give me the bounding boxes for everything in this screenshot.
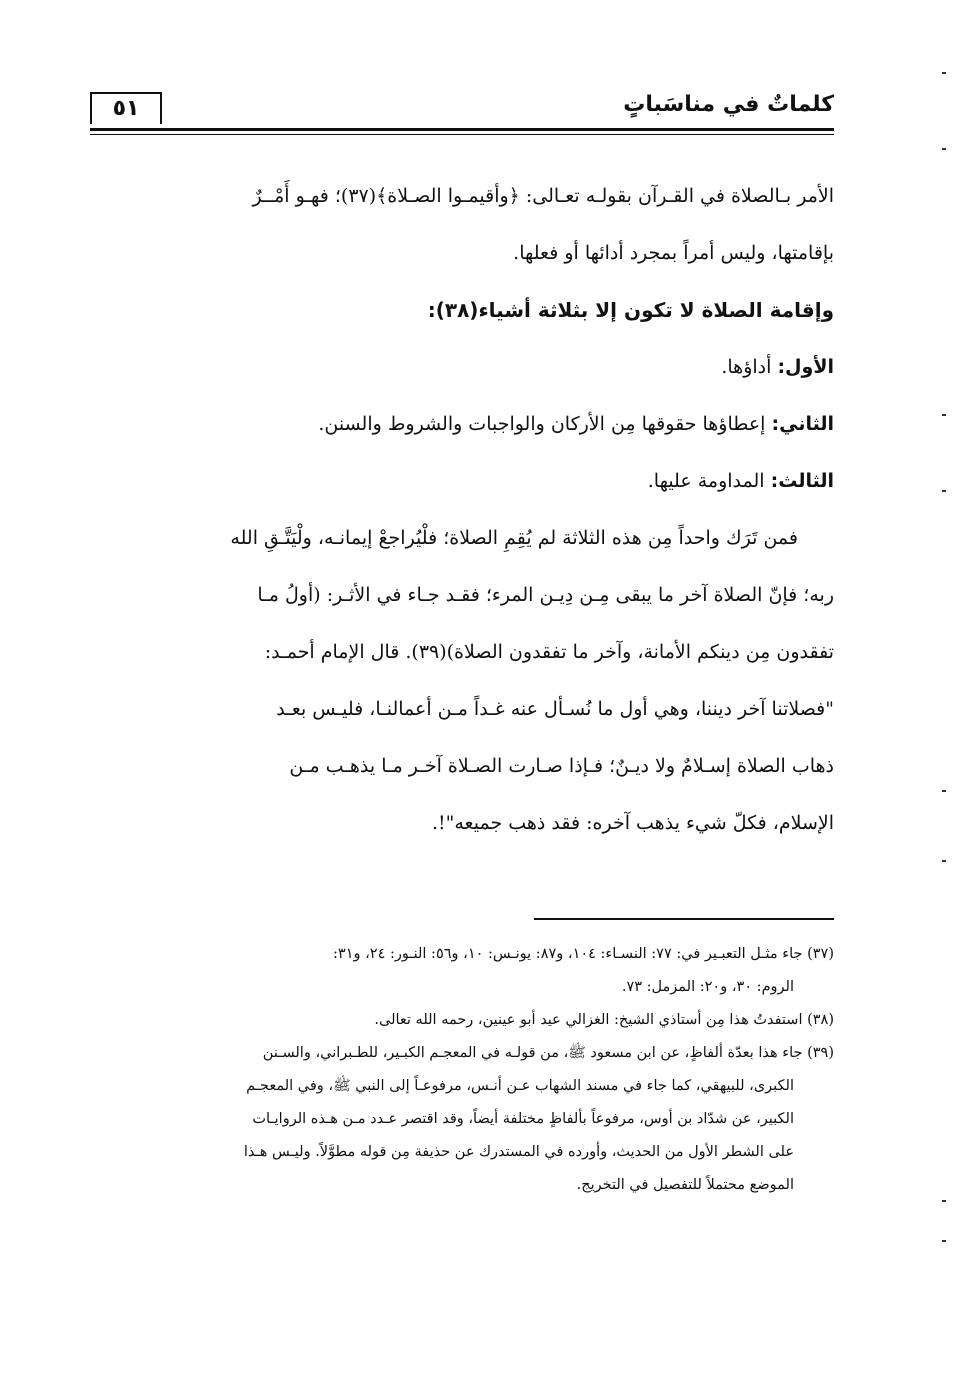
- scan-margin-mark: [942, 1200, 946, 1202]
- running-title: كلماتٌ في مناسَباتٍ: [623, 92, 834, 117]
- body-line: بإقامتها، وليس أمراً بمجرد أدائها أو فعلها.: [513, 242, 834, 264]
- footnote-line: (٣٧) جاء مثـل التعبـير في: ٧٧: النسـاء: ١٠٤، و٨٧: يونـس: ١٠، و٥٦: النـور: ٢٤، و٣١:: [333, 946, 834, 962]
- scan-margin-mark: [942, 148, 946, 150]
- body-line: ذهاب الصلاة إسـلامٌ ولا ديـنٌ؛ فـإذا صـارت الصـلاة آخـر مـا يذهـب مـن: [289, 755, 834, 777]
- scan-margin-mark: [942, 790, 946, 792]
- footnote-line: على الشطر الأول من الحديث، وأورده في المستدرك عن حذيفة مِن قوله مطوَّلاً. وليـس هـذا: [243, 1144, 794, 1160]
- footnote-line: (٣٩) جاء هذا بعدّة ألفاظٍ، عن ابن مسعود ﷺ، من قولـه في المعجـم الكبـير، للطـبراني، والسـنن: [262, 1045, 834, 1061]
- header-rule-thin: [90, 134, 834, 135]
- footnote-line: الموضع محتملاً للتفصيل في التخريج.: [576, 1177, 794, 1193]
- list-item-label: الثالث:: [770, 470, 834, 492]
- footnote-line: الكبرى، للبيهقي، كما جاء في مسند الشهاب عـن أنـس، مرفوعـاً إلى النبي ﷺ، وفي المعجـم: [246, 1078, 794, 1094]
- body-line: الأمر بـالصلاة في القـرآن بقولـه تعـالى: ﴿وأقيمـوا الصـلاة﴾(٣٧)؛ فهـو أَمْــرٌ: [252, 185, 834, 207]
- section-heading: وإقامة الصلاة لا تكون إلا بثلاثة أشياء(٣٨):: [427, 298, 834, 322]
- list-item-label: الأول:: [777, 356, 834, 378]
- header-rule-thick: [90, 128, 834, 131]
- scan-margin-mark: [942, 1240, 946, 1242]
- list-item: [120, 453, 834, 510]
- footnote-line: الكبير، عن شدّاد بن أوس، مرفوعاً بألفاظٍ مختلفة أيضاً، وقد اقتصر عـدد مـن هـذه الروايـات: [252, 1111, 794, 1127]
- list-item-text: المداومة عليها.: [647, 470, 771, 492]
- body-line: تفقدون مِن دينكم الأمانة، وآخر ما تفقدون الصلاة)(٣٩). قال الإمام أحمـد:: [264, 641, 834, 663]
- body-text: [120, 168, 834, 852]
- list-item-text: إعطاؤها حقوقها مِن الأركان والواجبات والشروط والسنن.: [318, 413, 772, 435]
- list-item-label: الثاني:: [771, 413, 834, 435]
- scan-margin-mark: [942, 490, 946, 492]
- scan-margin-mark: [942, 414, 946, 416]
- list-item: [120, 396, 834, 453]
- scan-margin-mark: [942, 860, 946, 862]
- list-item: [120, 339, 834, 396]
- page-number: ٥١: [90, 92, 162, 124]
- body-line: فمن تَرَك واحداً مِن هذه الثلاثة لم يُقِمِ الصلاة؛ فلْيُراجعْ إيمانـه، ولْيَتَّـقِ الله: [230, 527, 798, 549]
- scan-margin-mark: [942, 72, 946, 74]
- body-line: ربه؛ فإنّ الصلاة آخر ما يبقى مِـن دِيـن المرء؛ فقـد جـاء في الأثـر: (أولُ مـا: [257, 584, 834, 606]
- page-header: [90, 92, 834, 128]
- body-line: الإسلام، فكلّ شيء يذهب آخره: فقد ذهب جميعه"!.: [431, 812, 834, 834]
- footnotes: [100, 938, 834, 1202]
- body-line: "فصلاتنا آخر ديننا، وهي أول ما نُسـأل عنه غـداً مـن أعمالنـا، فليـس بعـد: [276, 698, 834, 720]
- footnote-separator: [534, 918, 834, 920]
- footnote-line: الروم: ٣٠، و٢٠: المزمل: ٧٣.: [621, 979, 794, 995]
- list-item-text: أداؤها.: [721, 356, 778, 378]
- footnote-line: (٣٨) استفدتُ هذا مِن أستاذي الشيخ: الغزالي عيد أبو عينين، رحمه الله تعالى.: [374, 1012, 834, 1028]
